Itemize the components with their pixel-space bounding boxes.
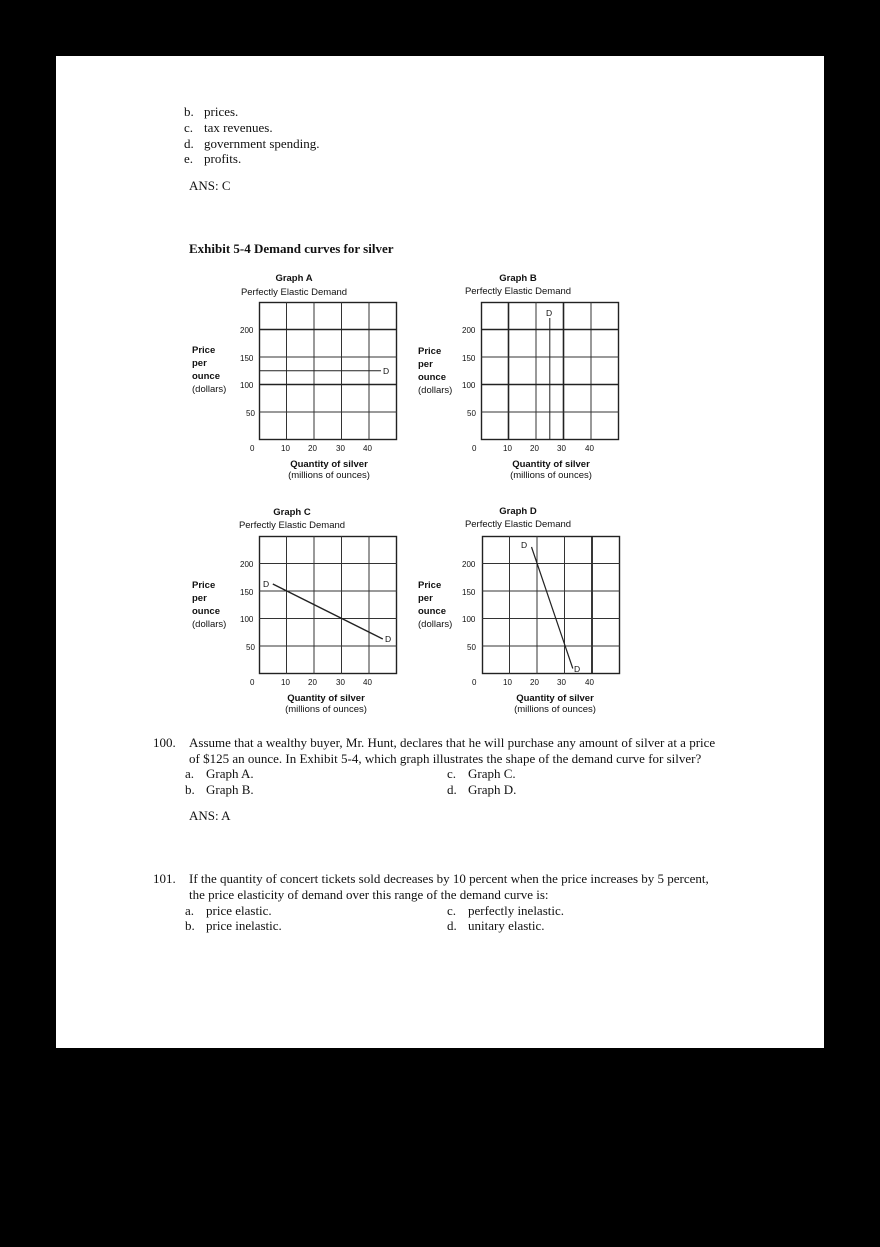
x-axis-sublabel: (millions of ounces) [510, 470, 592, 481]
x-axis-label: Quantity of silver [512, 459, 590, 470]
option-c: c. Graph C. [447, 766, 516, 781]
x-axis-sublabel: (millions of ounces) [514, 704, 596, 715]
x-axis-label: Quantity of silver [287, 693, 365, 704]
curve-label-bottom: D [385, 634, 392, 644]
demand-curve [532, 547, 573, 669]
graph-subtitle: Perfectly Elastic Demand [464, 519, 572, 530]
curve-label-bottom: D [574, 664, 581, 674]
graph-title: Graph A [275, 273, 313, 284]
plot-area [259, 536, 397, 674]
graph-a: Graph A Perfectly Elastic Demand Price per ounce (dollars) 200 150 100 50 0 10 20 30 40 Quantity of silver (millions of ounces) D [186, 270, 416, 490]
graph-subtitle: Perfectly Elastic Demand [464, 286, 572, 297]
question-text-line2: of $125 an ounce. In Exhibit 5-4, which graph illustrates the shape of the demand curve for silver? [189, 751, 702, 766]
exhibit-title: Exhibit 5-4 Demand curves for silver [189, 241, 394, 256]
graph-title: Graph C [273, 507, 311, 518]
option-b: b. prices. [184, 104, 239, 119]
y-axis-label: Price per ounce (dollars) [418, 580, 453, 630]
option-c: c. tax revenues. [184, 120, 273, 135]
graph-d: Graph D Perfectly Elastic Demand Price per ounce (dollars) 200 150 100 50 0 10 20 30 40 Quantity of silver (millions of ounces) D D [412, 504, 642, 724]
option-b: b. price inelastic. [185, 918, 282, 933]
document-page [56, 56, 824, 1048]
curve-label: D [383, 366, 390, 376]
curve-label-top: D [521, 540, 528, 550]
curve-label-top: D [263, 579, 270, 589]
graph-title: Graph D [499, 506, 537, 517]
option-d: d. government spending. [184, 136, 320, 151]
question-text-line1: If the quantity of concert tickets sold decreases by 10 percent when the price increases by 5 percent, [189, 871, 709, 886]
option-d: d. unitary elastic. [447, 918, 545, 933]
question-number: 101. [153, 871, 176, 886]
demand-curve [273, 584, 383, 639]
x-axis-sublabel: (millions of ounces) [285, 704, 367, 715]
option-e: e. profits. [184, 151, 242, 166]
graph-c: Graph C Perfectly Elastic Demand Price per ounce (dollars) 200 150 100 50 0 10 20 30 40 Quantity of silver (millions of ounces) D D [186, 504, 416, 724]
prev-answer: ANS: C [189, 178, 231, 193]
graph-subtitle: Perfectly Elastic Demand [240, 287, 348, 298]
y-axis-label: Price per ounce (dollars) [192, 345, 227, 395]
x-axis-label: Quantity of silver [516, 693, 594, 704]
option-c: c. perfectly inelastic. [447, 903, 565, 918]
graph-title: Graph B [499, 273, 537, 284]
x-axis-sublabel: (millions of ounces) [288, 470, 370, 481]
plot-area [259, 302, 397, 440]
plot-area [482, 536, 620, 674]
question-text-line2: the price elasticity of demand over this range of the demand curve is: [189, 887, 549, 902]
option-a: a. Graph A. [185, 766, 254, 781]
plot-area [481, 302, 619, 440]
question-number: 100. [153, 735, 176, 750]
option-b: b. Graph B. [185, 782, 254, 797]
x-axis-label: Quantity of silver [290, 459, 368, 470]
curve-label: D [546, 308, 553, 318]
option-d: d. Graph D. [447, 782, 517, 797]
graph-subtitle: Perfectly Elastic Demand [238, 520, 346, 531]
graph-b: Graph B Perfectly Elastic Demand Price per ounce (dollars) 200 150 100 50 0 10 20 30 40 Quantity of silver (millions of ounces) D [412, 270, 642, 490]
y-axis-label: Price per ounce (dollars) [192, 580, 227, 630]
question-text-line1: Assume that a wealthy buyer, Mr. Hunt, declares that he will purchase any amount of silver at a price [189, 735, 716, 750]
option-a: a. price elastic. [185, 903, 272, 918]
y-axis-label: Price per ounce (dollars) [418, 346, 453, 396]
answer: ANS: A [189, 808, 231, 823]
